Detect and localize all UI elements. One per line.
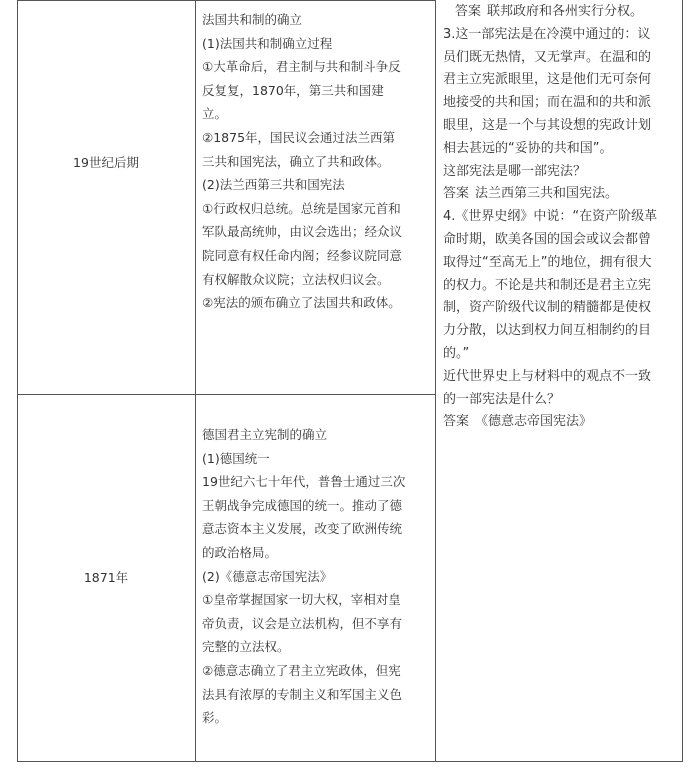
answer-label: 答案 — [443, 414, 470, 430]
question-line: 3.这一部宪法是在冷漠中通过的：议 — [443, 26, 651, 42]
question-line: 这部宪法是哪一部宪法？ — [443, 163, 587, 179]
answer-line — [443, 411, 681, 434]
column-divider-1 — [195, 0, 196, 762]
content-line: 法国共和制的确立 — [202, 12, 303, 27]
content-line: 意志资本主义发展，改变了欧洲传统 — [202, 521, 403, 537]
question-line: 4.《世界史纲》中说：“在资产阶级革 — [443, 209, 658, 225]
answer-label: 答案 — [455, 4, 482, 19]
content-line: (2)法兰西第三共和国宪法 — [202, 177, 345, 193]
content-line: ②德意志确立了君主立宪政体，但宪 — [202, 662, 401, 678]
content-line: 19世纪六七十年代，普鲁士通过三次 — [202, 474, 406, 490]
content-line: 三共和国宪法，确立了共和政体。 — [202, 153, 390, 169]
answer-text: 《德意志帝国宪法》 — [475, 414, 593, 430]
content-line: (1)德国统一 — [202, 450, 270, 466]
question-line: 取得过“至高无上”的地位，拥有很大 — [443, 254, 652, 270]
questions-cell — [443, 1, 681, 434]
content-line: ①大革命后，君主制与共和制斗争反 — [202, 59, 401, 75]
content-cell — [202, 423, 434, 730]
question-line: 命时期，欧美各国的国会或议会都曾 — [443, 231, 652, 247]
question-line: 眼里，这是一个与其设想的宪政计划 — [443, 117, 652, 133]
content-line: 帝负责，议会是立法机构，但不享有 — [202, 615, 403, 631]
period-cell: 1871年 — [83, 570, 129, 585]
row-divider — [17, 394, 435, 395]
content-cell — [202, 8, 434, 315]
table-right-border — [682, 0, 683, 762]
content-line: ②1875年，国民议会通过法兰西第 — [202, 129, 396, 145]
content-line: 的政治格局。 — [202, 544, 278, 560]
question-line: 制，资产阶级代议制的精髓都是使权 — [443, 300, 652, 316]
content-line: 反复复，1870年，第三共和国建 — [202, 82, 384, 98]
content-line: 院同意有权任命内阁；经参议院同意 — [202, 247, 403, 263]
content-line: 军队最高统帅，由议会选出；经众议 — [202, 224, 403, 240]
answer-text: 法兰西第三共和国宪法。 — [475, 186, 619, 202]
content-line: ①行政权归总统。总统是国家元首和 — [202, 200, 401, 216]
question-line: 的一部宪法是什么？ — [443, 391, 561, 407]
content-line: 立。 — [202, 106, 228, 122]
content-line: (2)《德意志帝国宪法》 — [202, 568, 333, 584]
question-line: 相去甚远的“妥协的共和国”。 — [443, 140, 613, 156]
answer-line — [443, 183, 681, 206]
content-line: 有权解散众议院；立法权归议会。 — [202, 271, 390, 287]
question-line: 的。” — [443, 345, 470, 361]
question-line: 的权力。不论是共和制还是君主立宪 — [443, 277, 652, 293]
answer-text: 联邦政府和各州实行分权。 — [487, 4, 644, 19]
table-top-border — [17, 0, 435, 1]
content-line: (1)法国共和制确立过程 — [202, 35, 333, 51]
answer-label: 答案 — [443, 186, 470, 202]
content-line: 德国君主立宪制的确立 — [202, 427, 328, 442]
question-line: 地接受的共和国；而在温和的共和派 — [443, 95, 652, 111]
question-line: 员们既无热情，又无掌声。在温和的 — [443, 49, 652, 65]
content-line: ②宪法的颁布确立了法国共和政体。 — [202, 295, 401, 311]
content-line: 彩。 — [202, 710, 228, 726]
content-line: ①皇帝掌握国家一切大权，宰相对皇 — [202, 592, 401, 608]
question-line: 力分散，以达到权力间互相制约的目 — [443, 323, 652, 339]
content-line: 王朝战争完成德国的统一。推动了德 — [202, 497, 403, 513]
content-line: 完整的立法权。 — [202, 639, 290, 655]
content-line: 法具有浓厚的专制主义和军国主义色 — [202, 686, 403, 702]
table-bottom-border — [17, 761, 683, 762]
period-cell: 19世纪后期 — [73, 155, 139, 170]
table-left-border — [17, 0, 18, 762]
question-line: 近代世界史上与材料中的观点不一致 — [443, 368, 652, 384]
question-line: 君主立宪派眼里，这是他们无可奈何 — [443, 72, 652, 88]
answer-line — [443, 1, 681, 24]
column-divider-2 — [435, 0, 436, 762]
